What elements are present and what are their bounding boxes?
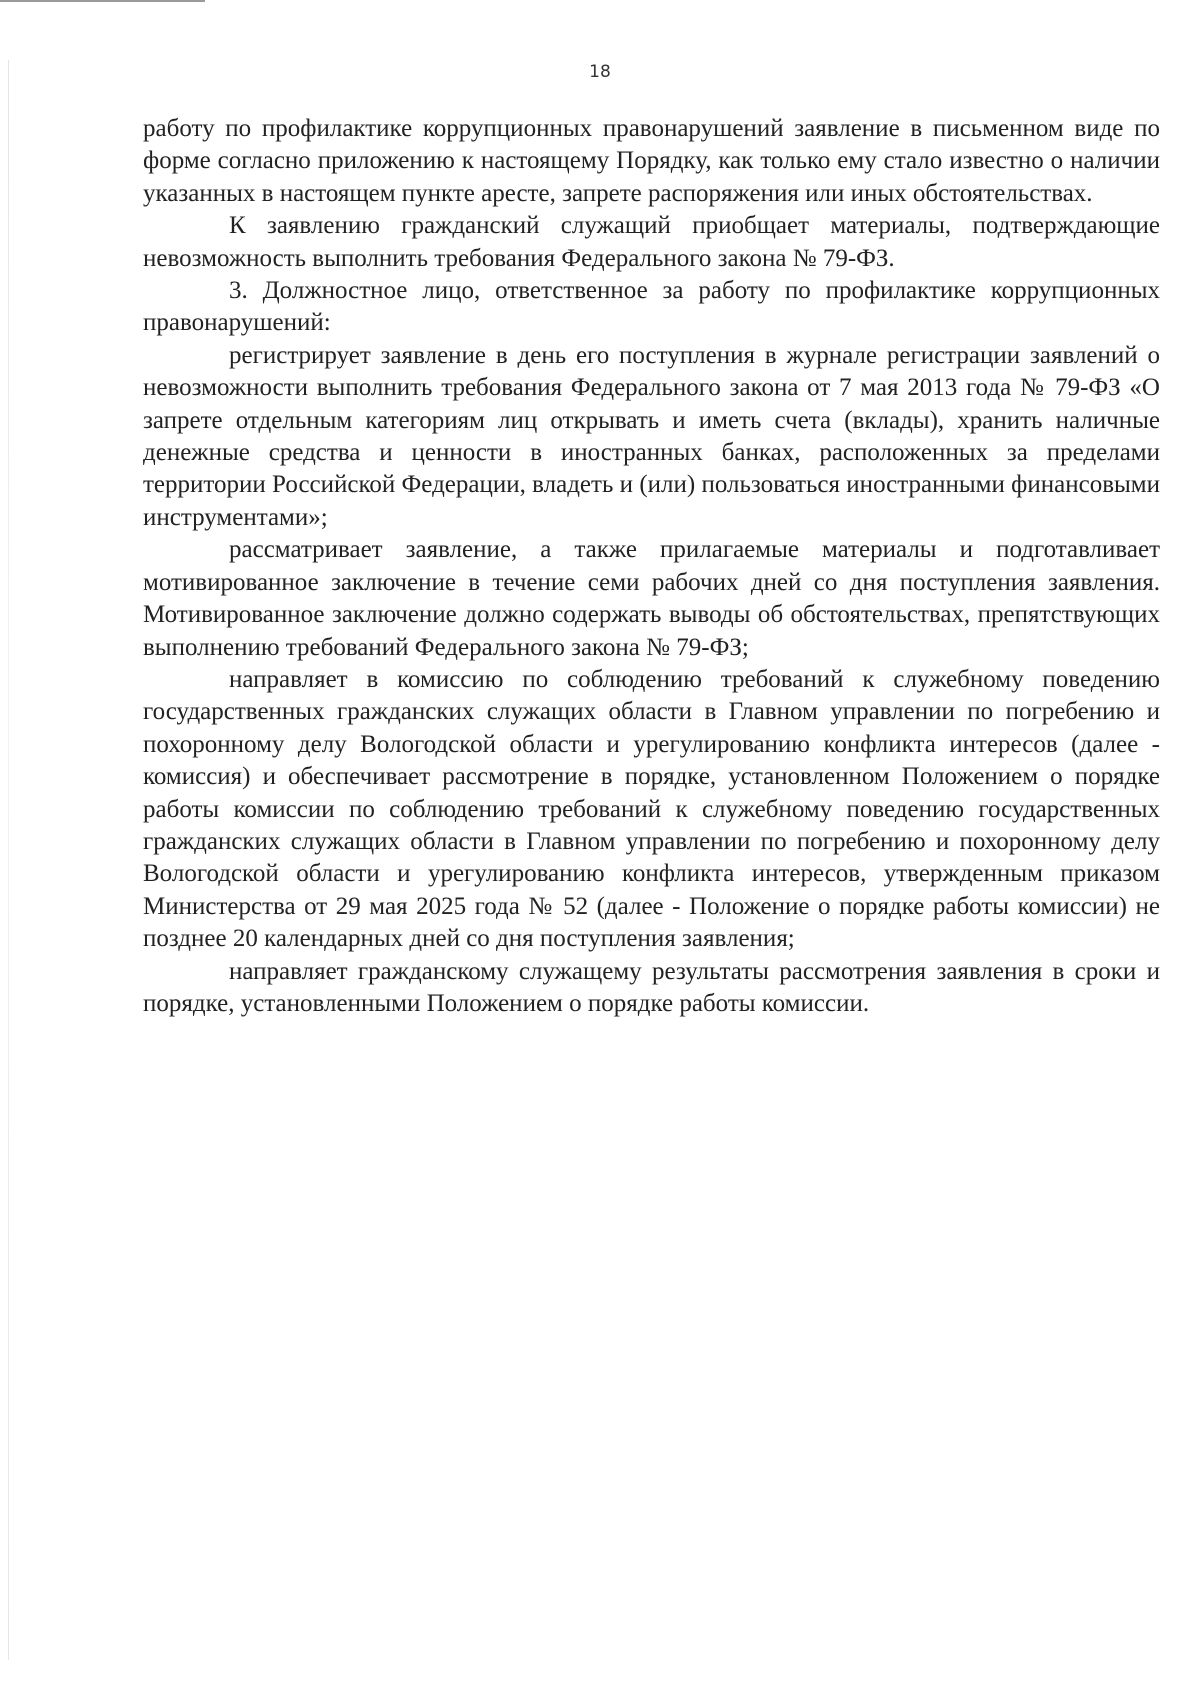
document-body [143, 113, 1160, 1020]
scan-edge-left [8, 60, 9, 1660]
paragraph-attachments: К заявлению гражданский служащий приобщает материалы, подтверждающие невозможность выполнить требования Федерального закона № 79-ФЗ. [143, 212, 1160, 272]
scan-edge-top [0, 0, 205, 2]
paragraph-registers: регистрирует заявление в день его поступления в журнале регистрации заявлений о невозможности выполнить требования Федерального закона от 7 мая 2013 года № 79-ФЗ «О запрете отдельным категориям лиц открывать и иметь счета (вклады), хранить наличные денежные средства и ценности в иностранных банках, расположенных за пределами территории Российской Федерации, владеть и (или) пользоваться иностранными финансовыми инструментами»; [143, 341, 1160, 531]
paragraph-continuation: работу по профилактике коррупционных правонарушений заявление в письменном виде по форме согласно приложению к настоящему Порядку, как только ему стало известно о наличии указанных в настоящем пункте аресте, запрете распоряжения или иных обстоятельствах. [143, 115, 1160, 207]
paragraph-item-3: 3. Должностное лицо, ответственное за работу по профилактике коррупционных правонарушений: [143, 277, 1160, 337]
page-number: 18 [589, 62, 611, 82]
paragraph-reviews: рассматривает заявление, а также прилагаемые материалы и подготавливает мотивированное заключение в течение семи рабочих дней со дня поступления заявления. Мотивированное заключение должно содержать выводы об обстоятельствах, препятствующих выполнению требований Федерального закона № 79-ФЗ; [143, 536, 1160, 661]
paragraph-sends-to-commission: направляет в комиссию по соблюдению требований к служебному поведению государственных гражданских служащих области в Главном управлении по погребению и похоронному делу Вологодской области и урегулированию конфликта интересов (далее - комиссия) и обеспечивает рассмотрение в порядке, установленном Положением о порядке работы комиссии по соблюдению требований к служебному поведению государственных гражданских служащих области в Главном управлении по погребению и похоронному делу Вологодской области и урегулированию конфликта интересов, утвержденным приказом Министерства от 29 мая 2025 года № 52 (далее - Положение о порядке работы комиссии) не позднее 20 календарных дней со дня поступления заявления; [143, 665, 1160, 953]
paragraph-sends-results: направляет гражданскому служащему результаты рассмотрения заявления в сроки и порядке, установленными Положением о порядке работы комиссии. [143, 957, 1160, 1017]
